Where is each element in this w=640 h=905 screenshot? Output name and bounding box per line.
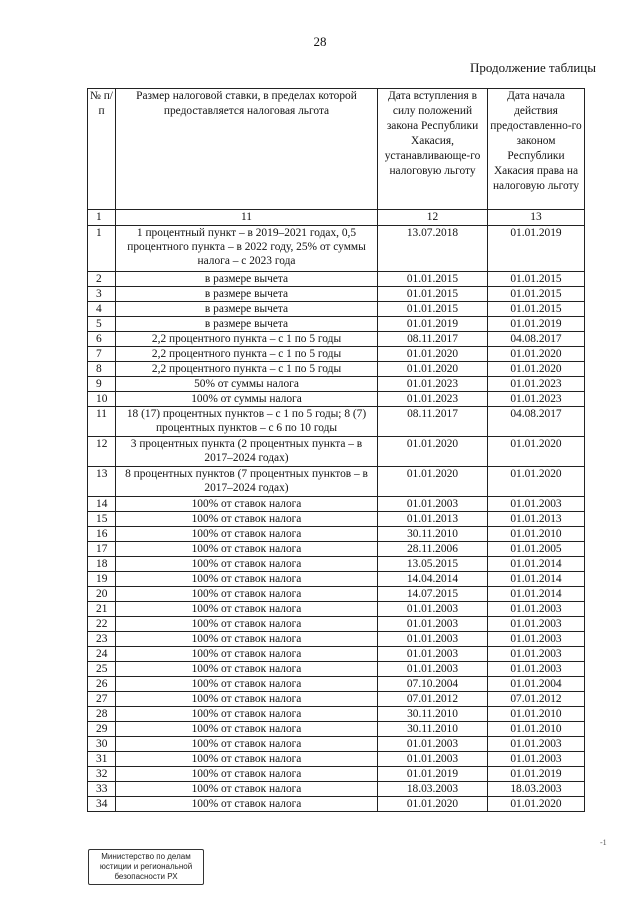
header-effective-date: Дата вступления в силу положений закона Республики Хакасия, устанавливающе-го налоговую льготу bbox=[378, 89, 488, 210]
start-date-cell: 01.01.2010 bbox=[488, 527, 585, 542]
effective-date-cell: 01.01.2019 bbox=[378, 317, 488, 332]
row-number: 23 bbox=[88, 632, 116, 647]
effective-date-cell: 01.01.2003 bbox=[378, 632, 488, 647]
table-row bbox=[88, 302, 585, 317]
effective-date-cell: 01.01.2023 bbox=[378, 392, 488, 407]
stamp-line: Министерство по делам bbox=[101, 852, 191, 861]
ministry-stamp bbox=[88, 849, 204, 885]
row-number: 22 bbox=[88, 617, 116, 632]
row-number: 17 bbox=[88, 542, 116, 557]
rate-cell: 100% от ставок налога bbox=[116, 677, 378, 692]
start-date-cell: 18.03.2003 bbox=[488, 782, 585, 797]
table-row bbox=[88, 527, 585, 542]
effective-date-cell: 01.01.2020 bbox=[378, 797, 488, 812]
row-number: 27 bbox=[88, 692, 116, 707]
row-number: 19 bbox=[88, 572, 116, 587]
table-row bbox=[88, 767, 585, 782]
table-row bbox=[88, 542, 585, 557]
effective-date-cell: 01.01.2019 bbox=[378, 767, 488, 782]
effective-date-cell: 01.01.2015 bbox=[378, 272, 488, 287]
rate-cell: 2,2 процентного пункта – с 1 по 5 годы bbox=[116, 362, 378, 377]
table-row bbox=[88, 272, 585, 287]
row-number: 3 bbox=[88, 287, 116, 302]
rate-cell: 100% от ставок налога bbox=[116, 707, 378, 722]
row-number: 29 bbox=[88, 722, 116, 737]
row-number: 11 bbox=[88, 407, 116, 437]
rate-cell: 100% от ставок налога bbox=[116, 767, 378, 782]
rate-cell: 100% от ставок налога bbox=[116, 662, 378, 677]
table-row bbox=[88, 677, 585, 692]
table-row bbox=[88, 632, 585, 647]
row-number: 14 bbox=[88, 497, 116, 512]
start-date-cell: 01.01.2003 bbox=[488, 617, 585, 632]
rate-cell: 100% от ставок налога bbox=[116, 752, 378, 767]
start-date-cell: 01.01.2015 bbox=[488, 287, 585, 302]
row-number: 24 bbox=[88, 647, 116, 662]
row-number: 21 bbox=[88, 602, 116, 617]
rate-cell: 100% от ставок налога bbox=[116, 542, 378, 557]
effective-date-cell: 14.07.2015 bbox=[378, 587, 488, 602]
effective-date-cell: 01.01.2003 bbox=[378, 737, 488, 752]
start-date-cell: 01.01.2014 bbox=[488, 572, 585, 587]
row-number: 32 bbox=[88, 767, 116, 782]
rate-cell: 3 процентных пункта (2 процентных пункта – в 2017–2024 годах) bbox=[116, 437, 378, 467]
effective-date-cell: 30.11.2010 bbox=[378, 527, 488, 542]
table-row bbox=[88, 602, 585, 617]
rate-cell: 1 процентный пункт – в 2019–2021 годах, 0,5 процентного пункта – в 2022 году, 25% от суммы налога – с 2023 года bbox=[116, 226, 378, 272]
stamp-line: безопасности РХ bbox=[114, 872, 178, 881]
row-number: 33 bbox=[88, 782, 116, 797]
start-date-cell: 01.01.2019 bbox=[488, 317, 585, 332]
row-number: 5 bbox=[88, 317, 116, 332]
rate-cell: 100% от ставок налога bbox=[116, 797, 378, 812]
rate-cell: в размере вычета bbox=[116, 272, 378, 287]
effective-date-cell: 07.10.2004 bbox=[378, 677, 488, 692]
row-number: 7 bbox=[88, 347, 116, 362]
effective-date-cell: 01.01.2015 bbox=[378, 287, 488, 302]
rate-cell: 100% от ставок налога bbox=[116, 557, 378, 572]
table-row bbox=[88, 782, 585, 797]
header-num: № п/п bbox=[88, 89, 116, 210]
start-date-cell: 01.01.2020 bbox=[488, 797, 585, 812]
effective-date-cell: 14.04.2014 bbox=[378, 572, 488, 587]
start-date-cell: 01.01.2014 bbox=[488, 587, 585, 602]
start-date-cell: 01.01.2010 bbox=[488, 707, 585, 722]
table-row bbox=[88, 707, 585, 722]
row-number: 13 bbox=[88, 467, 116, 497]
table-body bbox=[88, 226, 585, 812]
table-row bbox=[88, 497, 585, 512]
tax-benefit-table bbox=[87, 88, 585, 812]
table-row bbox=[88, 572, 585, 587]
start-date-cell: 01.01.2020 bbox=[488, 467, 585, 497]
effective-date-cell: 01.01.2013 bbox=[378, 512, 488, 527]
column-number-row bbox=[88, 210, 585, 226]
start-date-cell: 01.01.2020 bbox=[488, 437, 585, 467]
start-date-cell: 01.01.2003 bbox=[488, 737, 585, 752]
rate-cell: в размере вычета bbox=[116, 287, 378, 302]
effective-date-cell: 08.11.2017 bbox=[378, 332, 488, 347]
effective-date-cell: 08.11.2017 bbox=[378, 407, 488, 437]
effective-date-cell: 01.01.2003 bbox=[378, 647, 488, 662]
row-number: 31 bbox=[88, 752, 116, 767]
row-number: 20 bbox=[88, 587, 116, 602]
start-date-cell: 01.01.2020 bbox=[488, 362, 585, 377]
header-rate: Размер налоговой ставки, в пределах которой предоставляется налоговая льгота bbox=[116, 89, 378, 210]
effective-date-cell: 01.01.2003 bbox=[378, 602, 488, 617]
page-number: 28 bbox=[313, 34, 327, 49]
table-row bbox=[88, 392, 585, 407]
row-number: 34 bbox=[88, 797, 116, 812]
start-date-cell: 01.01.2005 bbox=[488, 542, 585, 557]
row-number: 25 bbox=[88, 662, 116, 677]
start-date-cell: 01.01.2004 bbox=[488, 677, 585, 692]
rate-cell: 2,2 процентного пункта – с 1 по 5 годы bbox=[116, 347, 378, 362]
effective-date-cell: 07.01.2012 bbox=[378, 692, 488, 707]
rate-cell: 100% от ставок налога bbox=[116, 617, 378, 632]
rate-cell: 100% от ставок налога bbox=[116, 602, 378, 617]
rate-cell: 100% от ставок налога bbox=[116, 572, 378, 587]
row-number: 8 bbox=[88, 362, 116, 377]
effective-date-cell: 01.01.2015 bbox=[378, 302, 488, 317]
rate-cell: 100% от ставок налога bbox=[116, 737, 378, 752]
row-number: 15 bbox=[88, 512, 116, 527]
effective-date-cell: 01.01.2020 bbox=[378, 347, 488, 362]
rate-cell: 100% от ставок налога bbox=[116, 722, 378, 737]
effective-date-cell: 01.01.2020 bbox=[378, 467, 488, 497]
start-date-cell: 01.01.2019 bbox=[488, 767, 585, 782]
effective-date-cell: 01.01.2020 bbox=[378, 437, 488, 467]
row-number: 10 bbox=[88, 392, 116, 407]
effective-date-cell: 13.07.2018 bbox=[378, 226, 488, 272]
rate-cell: 100% от суммы налога bbox=[116, 392, 378, 407]
column-number: 1 bbox=[88, 210, 116, 226]
start-date-cell: 01.01.2019 bbox=[488, 226, 585, 272]
row-number: 6 bbox=[88, 332, 116, 347]
start-date-cell: 01.01.2014 bbox=[488, 557, 585, 572]
effective-date-cell: 01.01.2020 bbox=[378, 362, 488, 377]
row-number: 16 bbox=[88, 527, 116, 542]
rate-cell: 100% от ставок налога bbox=[116, 632, 378, 647]
column-number: 13 bbox=[488, 210, 585, 226]
table-row bbox=[88, 692, 585, 707]
effective-date-cell: 18.03.2003 bbox=[378, 782, 488, 797]
row-number: 30 bbox=[88, 737, 116, 752]
start-date-cell: 01.01.2020 bbox=[488, 347, 585, 362]
rate-cell: 100% от ставок налога bbox=[116, 512, 378, 527]
column-number: 11 bbox=[116, 210, 378, 226]
start-date-cell: 01.01.2015 bbox=[488, 302, 585, 317]
row-number: 2 bbox=[88, 272, 116, 287]
effective-date-cell: 30.11.2010 bbox=[378, 722, 488, 737]
rate-cell: в размере вычета bbox=[116, 302, 378, 317]
table-row bbox=[88, 737, 585, 752]
continuation-label: Продолжение таблицы bbox=[470, 60, 596, 75]
start-date-cell: 01.01.2003 bbox=[488, 662, 585, 677]
row-number: 12 bbox=[88, 437, 116, 467]
start-date-cell: 01.01.2013 bbox=[488, 512, 585, 527]
table-row bbox=[88, 797, 585, 812]
start-date-cell: 01.01.2003 bbox=[488, 632, 585, 647]
table-row bbox=[88, 512, 585, 527]
effective-date-cell: 13.05.2015 bbox=[378, 557, 488, 572]
rate-cell: 100% от ставок налога bbox=[116, 782, 378, 797]
table-row bbox=[88, 287, 585, 302]
rate-cell: 100% от ставок налога bbox=[116, 692, 378, 707]
table-row bbox=[88, 362, 585, 377]
rate-cell: 18 (17) процентных пунктов – с 1 по 5 годы; 8 (7) процентных пунктов – с 6 по 10 годы bbox=[116, 407, 378, 437]
row-number: 28 bbox=[88, 707, 116, 722]
header-row bbox=[88, 89, 585, 210]
start-date-cell: 01.01.2023 bbox=[488, 392, 585, 407]
rate-cell: 2,2 процентного пункта – с 1 по 5 годы bbox=[116, 332, 378, 347]
table-row bbox=[88, 407, 585, 437]
table-row bbox=[88, 347, 585, 362]
start-date-cell: 01.01.2003 bbox=[488, 602, 585, 617]
start-date-cell: 04.08.2017 bbox=[488, 332, 585, 347]
rate-cell: 50% от суммы налога bbox=[116, 377, 378, 392]
table-row bbox=[88, 226, 585, 272]
start-date-cell: 01.01.2023 bbox=[488, 377, 585, 392]
effective-date-cell: 01.01.2003 bbox=[378, 617, 488, 632]
effective-date-cell: 01.01.2003 bbox=[378, 752, 488, 767]
rate-cell: в размере вычета bbox=[116, 317, 378, 332]
start-date-cell: 01.01.2015 bbox=[488, 272, 585, 287]
stamp-line: юстиции и региональной bbox=[99, 862, 193, 871]
table-row bbox=[88, 587, 585, 602]
rate-cell: 8 процентных пунктов (7 процентных пунктов – в 2017–2024 годах) bbox=[116, 467, 378, 497]
table-row bbox=[88, 722, 585, 737]
rate-cell: 100% от ставок налога bbox=[116, 647, 378, 662]
table-row bbox=[88, 377, 585, 392]
rate-cell: 100% от ставок налога bbox=[116, 497, 378, 512]
table-row bbox=[88, 467, 585, 497]
table-row bbox=[88, 617, 585, 632]
start-date-cell: 01.01.2003 bbox=[488, 647, 585, 662]
table-row bbox=[88, 557, 585, 572]
effective-date-cell: 01.01.2003 bbox=[378, 497, 488, 512]
row-number: 9 bbox=[88, 377, 116, 392]
start-date-cell: 07.01.2012 bbox=[488, 692, 585, 707]
row-number: 26 bbox=[88, 677, 116, 692]
header-start-date: Дата начала действия предоставленно-го законом Республики Хакасия права на налоговую льготу bbox=[488, 89, 585, 210]
start-date-cell: 01.01.2003 bbox=[488, 752, 585, 767]
column-number: 12 bbox=[378, 210, 488, 226]
margin-mark: -1 bbox=[600, 838, 607, 847]
effective-date-cell: 01.01.2003 bbox=[378, 662, 488, 677]
row-number: 1 bbox=[88, 226, 116, 272]
table-row bbox=[88, 317, 585, 332]
row-number: 18 bbox=[88, 557, 116, 572]
effective-date-cell: 01.01.2023 bbox=[378, 377, 488, 392]
start-date-cell: 01.01.2003 bbox=[488, 497, 585, 512]
start-date-cell: 04.08.2017 bbox=[488, 407, 585, 437]
row-number: 4 bbox=[88, 302, 116, 317]
effective-date-cell: 28.11.2006 bbox=[378, 542, 488, 557]
effective-date-cell: 30.11.2010 bbox=[378, 707, 488, 722]
rate-cell: 100% от ставок налога bbox=[116, 527, 378, 542]
table-row bbox=[88, 662, 585, 677]
table-row bbox=[88, 752, 585, 767]
table-row bbox=[88, 332, 585, 347]
table-row bbox=[88, 437, 585, 467]
table-row bbox=[88, 647, 585, 662]
rate-cell: 100% от ставок налога bbox=[116, 587, 378, 602]
start-date-cell: 01.01.2010 bbox=[488, 722, 585, 737]
